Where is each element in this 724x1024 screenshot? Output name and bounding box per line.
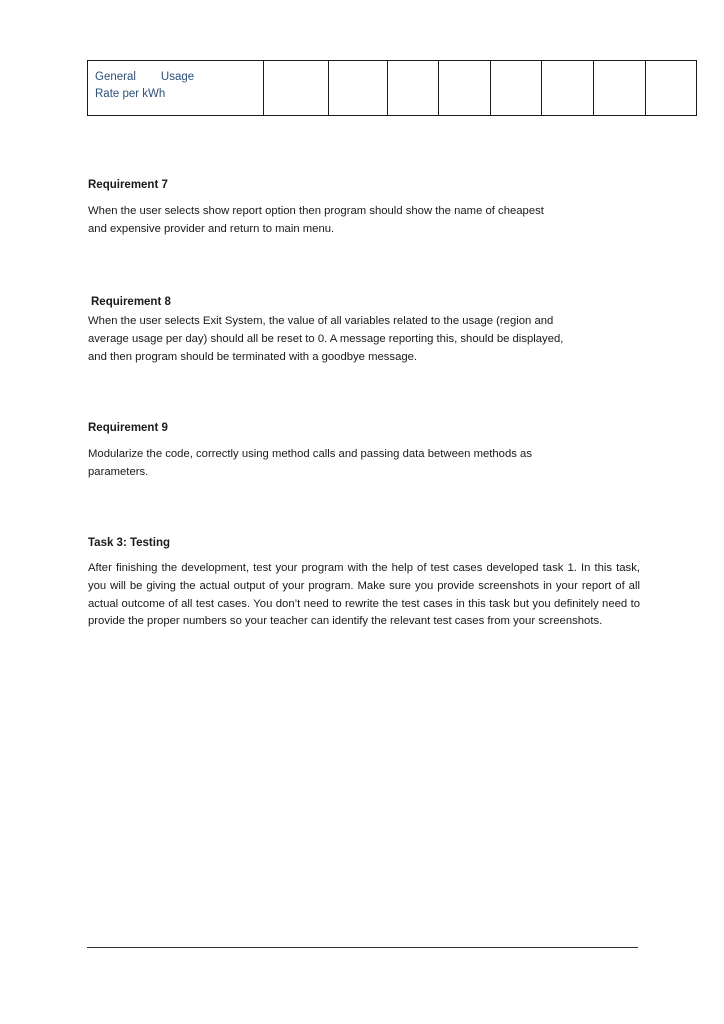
rate-label-general: General bbox=[95, 71, 136, 83]
table-cell bbox=[264, 61, 329, 116]
requirement-8-text: When the user selects Exit System, the value of all variables related to the usage (region and average usage per day) should all be reset to 0. A message reporting this, should be displayed, and then program should be terminated with a goodbye message. bbox=[88, 315, 564, 363]
rate-label-usage: Usage bbox=[160, 71, 195, 83]
requirement-8-heading: Requirement 8 bbox=[91, 296, 171, 308]
requirement-7-text: When the user selects show report option then program should show the name of cheapest and expensive provider and return to main menu. bbox=[88, 205, 544, 235]
rate-label bbox=[88, 61, 263, 103]
requirement-9-heading: Requirement 9 bbox=[88, 422, 168, 434]
table-cell bbox=[542, 61, 594, 116]
rate-table bbox=[87, 60, 697, 116]
table-cell bbox=[388, 61, 439, 116]
footer-divider bbox=[87, 947, 638, 948]
table-cell bbox=[439, 61, 491, 116]
table-cell bbox=[646, 61, 697, 116]
requirement-7-heading: Requirement 7 bbox=[88, 179, 168, 191]
table-cell bbox=[329, 61, 388, 116]
requirement-9-text: Modularize the code, correctly using method calls and passing data between methods as parameters. bbox=[88, 448, 532, 478]
table-label-cell bbox=[88, 61, 264, 116]
table-cell bbox=[491, 61, 542, 116]
rate-label-per-kwh: Rate per kWh bbox=[95, 88, 166, 100]
task-3-heading: Task 3: Testing bbox=[88, 537, 171, 549]
task-3-text: After finishing the development, test your program with the help of test cases developed task 1. In this task, you will be giving the actual output of your program. Make sure you provide screenshots in your report of all actual outcome of all test cases. You don’t need to rewrite the test cases in this task but you definitely need to provide the proper numbers so your teacher can identify the relevant test cases from your screenshots. bbox=[88, 562, 640, 628]
table-row bbox=[88, 61, 697, 116]
table-cell bbox=[594, 61, 646, 116]
